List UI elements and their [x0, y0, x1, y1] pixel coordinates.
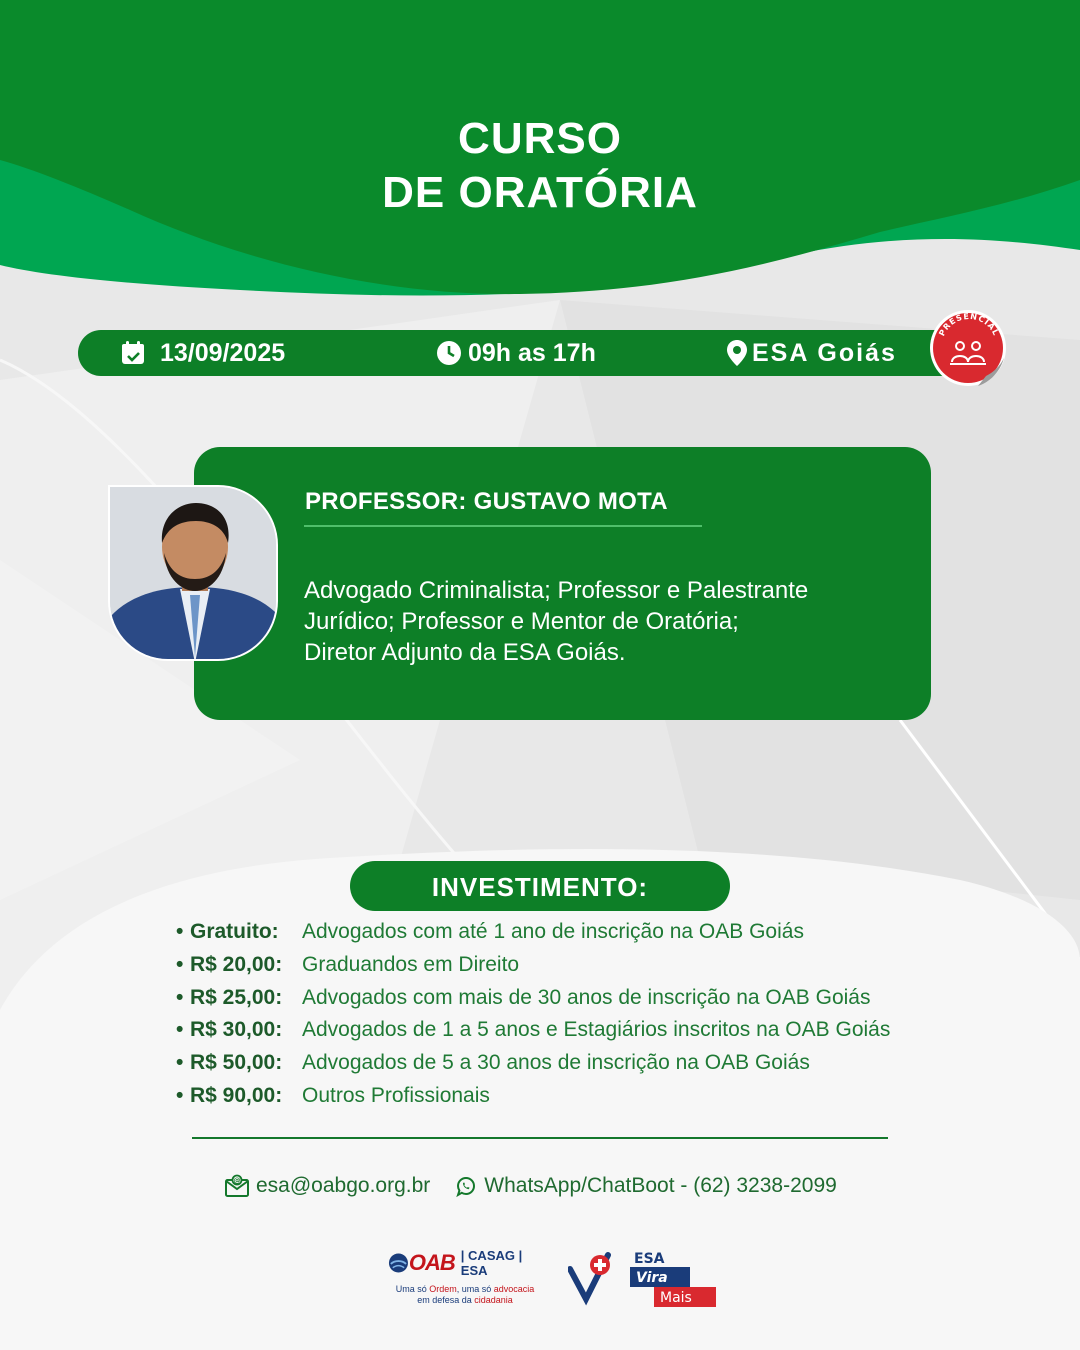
- price-row: [176, 986, 890, 1019]
- time-info: [436, 330, 596, 376]
- whatsapp-contact[interactable]: [454, 1174, 837, 1198]
- contacts: [224, 1174, 837, 1198]
- price-row: [176, 953, 890, 986]
- svg-text:@: @: [233, 1176, 241, 1185]
- price-row: [176, 1051, 890, 1084]
- email-contact[interactable]: [224, 1174, 430, 1198]
- page-title: [0, 112, 1080, 220]
- email-icon: [224, 1174, 250, 1198]
- professor-divider: [304, 525, 702, 527]
- mais-text: Mais: [660, 1290, 692, 1306]
- event-time: 09h as 17h: [468, 338, 596, 367]
- slogan-part: , uma só: [456, 1284, 494, 1294]
- price-label: Gratuito:: [190, 920, 279, 943]
- whatsapp-number: WhatsApp/ChatBoot - (62) 3238-2099: [484, 1174, 837, 1197]
- price-description: Advogados com mais de 30 anos de inscrição na OAB Goiás: [302, 985, 871, 1009]
- professor-name: PROFESSOR: GUSTAVO MOTA: [305, 488, 668, 515]
- price-label: R$ 90,00:: [190, 1083, 283, 1107]
- location-pin-icon: [726, 339, 748, 367]
- calendar-icon: [120, 340, 146, 366]
- oab-mark: [388, 1248, 548, 1278]
- professor-photo: [108, 485, 278, 661]
- contacts-divider: [192, 1137, 888, 1139]
- email-address: esa@oabgo.org.br: [256, 1174, 431, 1197]
- sticker-label: PRESENCIAL: [937, 311, 1001, 338]
- bullet: •: [176, 985, 184, 1009]
- price-row: [176, 920, 890, 953]
- event-date: 13/09/2025: [160, 338, 286, 367]
- slogan-part: advocacia: [493, 1284, 535, 1294]
- price-description: Advogados de 5 a 30 anos de inscrição na OAB Goiás: [302, 1051, 810, 1075]
- whatsapp-icon: [454, 1174, 478, 1198]
- price-label: R$ 50,00:: [190, 1051, 283, 1075]
- place-info: [726, 330, 897, 376]
- bio-line-2: Jurídico; Professor e Mentor de Oratória;: [304, 608, 739, 635]
- title-line-1: CURSO: [458, 114, 622, 163]
- esa-text: ESA: [634, 1251, 665, 1267]
- date-info: [120, 330, 285, 376]
- vira-text: Vira: [636, 1270, 668, 1286]
- price-label: R$ 30,00:: [190, 1018, 283, 1042]
- price-row: [176, 1018, 890, 1051]
- title-line-2: DE ORATÓRIA: [382, 168, 698, 217]
- oab-text: OAB: [408, 1250, 455, 1275]
- clock-icon: [436, 340, 462, 366]
- price-description: Advogados de 1 a 5 anos e Estagiários inscritos na OAB Goiás: [302, 1018, 891, 1042]
- esa-vira-mais-logo: [568, 1247, 718, 1311]
- bio-line-1: Advogado Criminalista; Professor e Palestrante: [304, 577, 809, 604]
- slogan-part: em defesa da: [417, 1295, 475, 1305]
- price-description: Graduandos em Direito: [302, 952, 520, 976]
- oab-slogan: [388, 1284, 542, 1306]
- price-description: Outros Profissionais: [302, 1083, 490, 1107]
- price-label: R$ 25,00:: [190, 985, 283, 1009]
- oab-subline: | CASAG | ESA: [460, 1248, 523, 1278]
- professor-bio: [304, 575, 904, 668]
- investment-title: INVESTIMENTO:: [350, 861, 730, 911]
- price-description: Advogados com até 1 ano de inscrição na OAB Goiás: [302, 920, 804, 943]
- bullet: •: [176, 920, 184, 943]
- price-list: [176, 920, 890, 1117]
- oab-casag-esa-logo: [388, 1248, 548, 1308]
- bullet: •: [176, 1018, 184, 1042]
- bio-line-3: Diretor Adjunto da ESA Goiás.: [304, 639, 626, 666]
- price-row: [176, 1084, 890, 1117]
- bullet: •: [176, 952, 184, 976]
- presencial-sticker: [924, 306, 1014, 396]
- slogan-part: Uma só: [395, 1284, 430, 1294]
- event-place: ESA Goiás: [752, 338, 897, 367]
- bullet: •: [176, 1051, 184, 1075]
- slogan-part: cidadania: [474, 1295, 513, 1305]
- info-bar: [78, 330, 982, 376]
- bullet: •: [176, 1083, 184, 1107]
- price-label: R$ 20,00:: [190, 952, 283, 976]
- oab-globe-icon: [388, 1252, 409, 1274]
- slogan-part: Ordem: [429, 1284, 457, 1294]
